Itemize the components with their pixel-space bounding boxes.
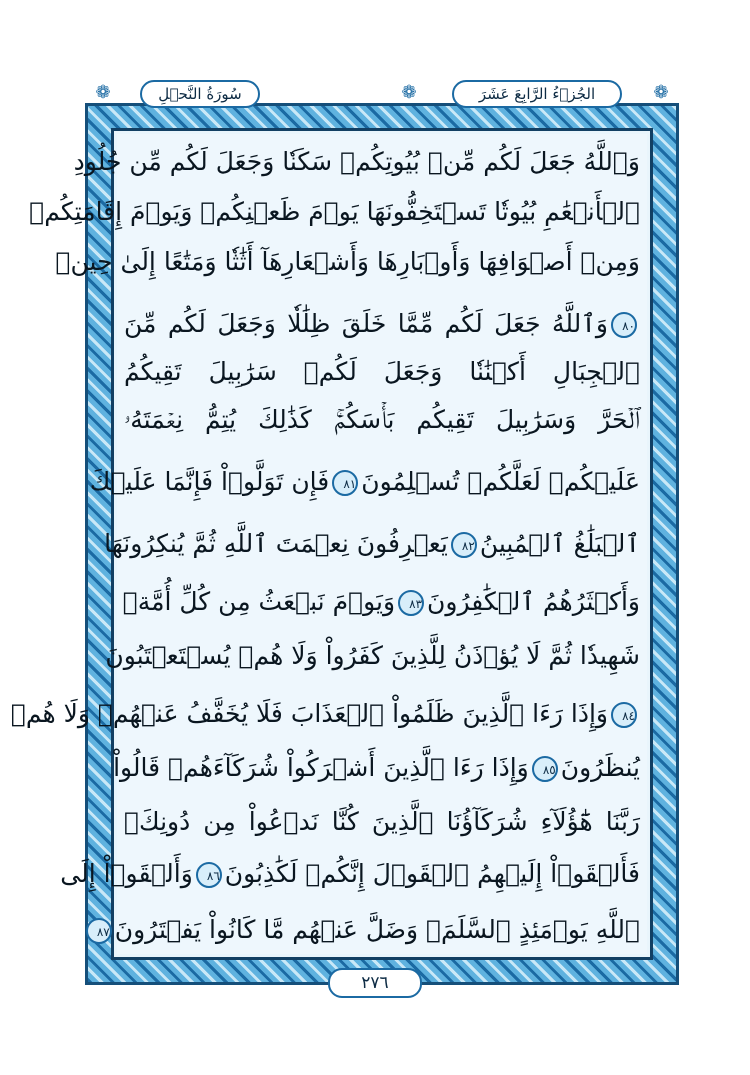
text-line: فَأَلۡقَوۡاْ إِلَيۡهِمُ ٱلۡقَوۡلَ إِنَّكُمۡ لَكَٰذِبُونَ٨٦وَأَلۡقَوۡاْ إِلَى bbox=[60, 859, 640, 888]
ayah-number-marker: ٨٠ bbox=[611, 312, 637, 338]
text-line: ٱلۡحَرَّ وَسَرَٰبِيلَ تَقِيكُم بَأۡسَكُمۡۚ كَذَٰلِكَ يُتِمُّ نِعۡمَتَهُۥ bbox=[124, 405, 640, 434]
ayah-number-marker: ٨٤ bbox=[611, 702, 637, 728]
text-line: ٱلۡجِبَالِ أَكۡنَٰنٗا وَجَعَلَ لَكُمۡ سَرَٰبِيلَ تَقِيكُمُ bbox=[124, 357, 640, 386]
text-line: يُنظَرُونَ٨٥وَإِذَا رَءَا ٱلَّذِينَ أَشۡرَكُواْ شُرَكَآءَهُمۡ قَالُواْ bbox=[113, 753, 640, 782]
text-line: ٱللَّهِ يَوۡمَئِذٍ ٱلسَّلَمَۖ وَضَلَّ عَنۡهُم مَّا كَانُواْ يَفۡتَرُونَ٨٧ bbox=[124, 904, 640, 956]
ayah-number-marker: ٨٢ bbox=[451, 532, 477, 558]
text-line: وَأَكۡثَرُهُمُ ٱلۡكَٰفِرُونَ٨٣وَيَوۡمَ نَبۡعَثُ مِن كُلِّ أُمَّةٖ bbox=[122, 587, 640, 616]
ayah-number-marker: ٨٦ bbox=[196, 862, 222, 888]
text-line: ٱلۡبَلَٰغُ ٱلۡمُبِينُ٨٢يَعۡرِفُونَ نِعۡمَتَ ٱللَّهِ ثُمَّ يُنكِرُونَهَا bbox=[104, 529, 640, 558]
text-line: ٨٤وَإِذَا رَءَا ٱلَّذِينَ ظَلَمُواْ ٱلۡعَذَابَ فَلَا يُخَفَّفُ عَنۡهُمۡ وَلَا هُمۡ bbox=[10, 699, 635, 728]
text-line: شَهِيدٗا ثُمَّ لَا يُؤۡذَنُ لِلَّذِينَ كَفَرُواْ وَلَا هُمۡ يُسۡتَعۡتَبُونَ bbox=[105, 641, 640, 670]
ornament-icon: ❁ bbox=[653, 82, 669, 103]
ayah-number-marker: ٨١ bbox=[332, 470, 358, 496]
text-line: وَمِنۡ أَصۡوَافِهَا وَأَوۡبَارِهَا وَأَشۡعَارِهَآ أَثَٰثٗا وَمَتَٰعًا إِلَىٰ حِينٖ bbox=[55, 247, 640, 276]
ayah-number-marker: ٨٧ bbox=[86, 918, 112, 944]
ornament-icon: ❁ bbox=[401, 82, 417, 103]
surah-name: سُورَةُ النَّحۡلِ bbox=[140, 80, 260, 108]
page-number: ٢٧٦ bbox=[328, 968, 422, 998]
text-line: رَبَّنَا هَٰٓؤُلَآءِ شُرَكَآؤُنَا ٱلَّذِينَ كُنَّا نَدۡعُواْ مِن دُونِكَۖ bbox=[124, 807, 640, 836]
text-line: ٱلۡأَنۡعَٰمِ بُيُوتٗا تَسۡتَخِفُّونَهَا يَوۡمَ ظَعۡنِكُمۡ وَيَوۡمَ إِقَامَتِكُمۡ bbox=[29, 197, 640, 226]
ayah-number-marker: ٨٣ bbox=[398, 590, 424, 616]
juz-name: الجُزۡءُ الرَّابِعَ عَشَرَ bbox=[452, 80, 622, 108]
ayah-number-marker: ٨٥ bbox=[532, 756, 558, 782]
text-line: عَلَيۡكُمۡ لَعَلَّكُمۡ تُسۡلِمُونَ٨١فَإِن تَوَلَّوۡاْ فَإِنَّمَا عَلَيۡكَ bbox=[89, 467, 640, 496]
text-line: ٨٠وَٱللَّهُ جَعَلَ لَكُم مِّمَّا خَلَقَ ظِلَٰلٗا وَجَعَلَ لَكُم مِّنَ bbox=[124, 309, 635, 338]
ornament-icon: ❁ bbox=[95, 82, 111, 103]
text-line: وَٱللَّهُ جَعَلَ لَكُم مِّنۢ بُيُوتِكُمۡ سَكَنٗا وَجَعَلَ لَكُم مِّن جُلُودِ bbox=[73, 147, 640, 176]
